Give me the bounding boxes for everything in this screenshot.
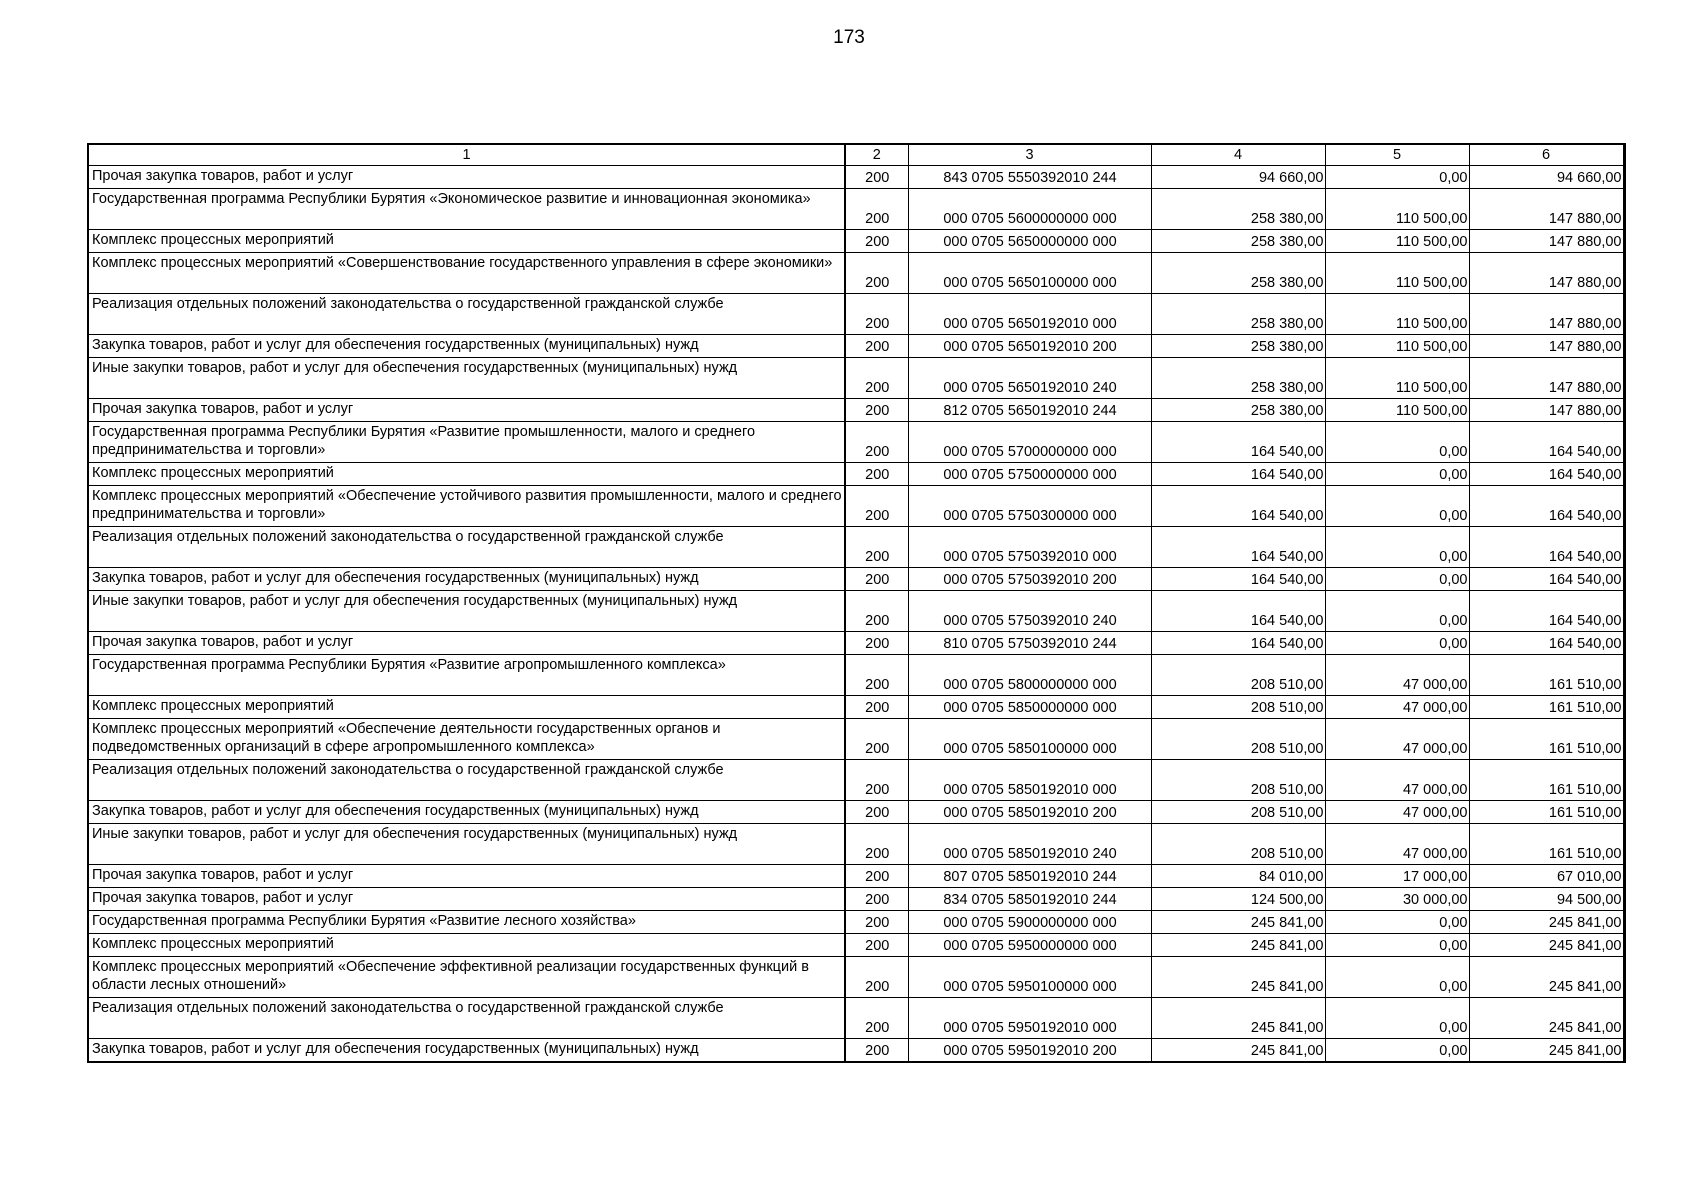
row-executed-amount-cell: 0,00 [1325,527,1469,568]
row-executed-amount-cell: 0,00 [1325,911,1469,934]
row-approved-amount-cell: 164 540,00 [1151,463,1325,486]
row-approved-amount-cell: 258 380,00 [1151,253,1325,294]
row-approved-amount-cell: 208 510,00 [1151,655,1325,696]
table-row [88,253,1624,294]
row-approved-amount-cell: 208 510,00 [1151,760,1325,801]
row-approved-amount-cell: 258 380,00 [1151,230,1325,253]
row-budget-code-cell: 000 0705 5750000000 000 [908,463,1151,486]
row-line-code-cell: 200 [845,335,908,358]
row-remaining-amount-cell: 164 540,00 [1469,527,1624,568]
table-row [88,934,1624,957]
row-name-cell: Комплекс процессных мероприятий «Обеспечение эффективной реализации государственных функций в области лесных отношений» [88,957,845,998]
row-budget-code-cell: 000 0705 5650100000 000 [908,253,1151,294]
row-budget-code-cell: 000 0705 5650000000 000 [908,230,1151,253]
row-remaining-amount-cell: 245 841,00 [1469,1039,1624,1063]
row-executed-amount-cell: 47 000,00 [1325,824,1469,865]
row-line-code-cell: 200 [845,801,908,824]
row-name-cell: Государственная программа Республики Бурятия «Развитие лесного хозяйства» [88,911,845,934]
row-budget-code-cell: 000 0705 5750392010 240 [908,591,1151,632]
table-row [88,801,1624,824]
row-approved-amount-cell: 245 841,00 [1151,998,1325,1039]
table-row [88,865,1624,888]
row-budget-code-cell: 000 0705 5750392010 200 [908,568,1151,591]
row-remaining-amount-cell: 161 510,00 [1469,760,1624,801]
row-approved-amount-cell: 258 380,00 [1151,189,1325,230]
row-line-code-cell: 200 [845,655,908,696]
row-executed-amount-cell: 47 000,00 [1325,719,1469,760]
header-cell: 5 [1325,144,1469,166]
table-row [88,911,1624,934]
row-executed-amount-cell: 0,00 [1325,934,1469,957]
row-name-cell: Реализация отдельных положений законодательства о государственной гражданской службе [88,998,845,1039]
table-row [88,230,1624,253]
row-line-code-cell: 200 [845,463,908,486]
row-name-cell: Прочая закупка товаров, работ и услуг [88,865,845,888]
row-budget-code-cell: 000 0705 5850192010 000 [908,760,1151,801]
row-executed-amount-cell: 47 000,00 [1325,655,1469,696]
row-line-code-cell: 200 [845,399,908,422]
row-approved-amount-cell: 164 540,00 [1151,591,1325,632]
header-cell: 2 [845,144,908,166]
row-approved-amount-cell: 258 380,00 [1151,294,1325,335]
row-executed-amount-cell: 47 000,00 [1325,760,1469,801]
row-executed-amount-cell: 30 000,00 [1325,888,1469,911]
row-remaining-amount-cell: 147 880,00 [1469,189,1624,230]
row-name-cell: Иные закупки товаров, работ и услуг для обеспечения государственных (муниципальных) нужд [88,591,845,632]
row-remaining-amount-cell: 94 660,00 [1469,166,1624,189]
row-budget-code-cell: 000 0705 5700000000 000 [908,422,1151,463]
row-remaining-amount-cell: 161 510,00 [1469,719,1624,760]
row-line-code-cell: 200 [845,591,908,632]
row-approved-amount-cell: 164 540,00 [1151,486,1325,527]
table-row [88,591,1624,632]
row-remaining-amount-cell: 164 540,00 [1469,463,1624,486]
table-row [88,760,1624,801]
table-row [88,696,1624,719]
table-row [88,632,1624,655]
row-executed-amount-cell: 110 500,00 [1325,358,1469,399]
row-executed-amount-cell: 0,00 [1325,1039,1469,1063]
row-approved-amount-cell: 258 380,00 [1151,358,1325,399]
row-budget-code-cell: 000 0705 5650192010 200 [908,335,1151,358]
table-row [88,888,1624,911]
row-executed-amount-cell: 110 500,00 [1325,253,1469,294]
row-approved-amount-cell: 208 510,00 [1151,824,1325,865]
row-remaining-amount-cell: 245 841,00 [1469,998,1624,1039]
row-approved-amount-cell: 208 510,00 [1151,696,1325,719]
row-line-code-cell: 200 [845,230,908,253]
row-name-cell: Реализация отдельных положений законодательства о государственной гражданской службе [88,527,845,568]
budget-table [87,143,1626,1063]
row-budget-code-cell: 000 0705 5850192010 200 [908,801,1151,824]
row-remaining-amount-cell: 147 880,00 [1469,335,1624,358]
table-row [88,422,1624,463]
row-line-code-cell: 200 [845,527,908,568]
table-row [88,166,1624,189]
table-row [88,486,1624,527]
row-budget-code-cell: 000 0705 5650192010 000 [908,294,1151,335]
row-name-cell: Иные закупки товаров, работ и услуг для обеспечения государственных (муниципальных) нужд [88,824,845,865]
row-approved-amount-cell: 258 380,00 [1151,399,1325,422]
table-row [88,824,1624,865]
header-cell: 1 [88,144,845,166]
row-executed-amount-cell: 0,00 [1325,463,1469,486]
row-remaining-amount-cell: 67 010,00 [1469,865,1624,888]
row-line-code-cell: 200 [845,888,908,911]
row-line-code-cell: 200 [845,568,908,591]
table-row [88,655,1624,696]
row-remaining-amount-cell: 147 880,00 [1469,230,1624,253]
row-approved-amount-cell: 84 010,00 [1151,865,1325,888]
table-row [88,957,1624,998]
row-remaining-amount-cell: 164 540,00 [1469,486,1624,527]
table-body [88,144,1624,1062]
row-remaining-amount-cell: 161 510,00 [1469,696,1624,719]
row-budget-code-cell: 000 0705 5850000000 000 [908,696,1151,719]
row-remaining-amount-cell: 164 540,00 [1469,568,1624,591]
row-budget-code-cell: 000 0705 5900000000 000 [908,911,1151,934]
row-remaining-amount-cell: 245 841,00 [1469,957,1624,998]
row-name-cell: Комплекс процессных мероприятий [88,463,845,486]
row-budget-code-cell: 000 0705 5650192010 240 [908,358,1151,399]
row-executed-amount-cell: 0,00 [1325,632,1469,655]
row-line-code-cell: 200 [845,632,908,655]
row-line-code-cell: 200 [845,189,908,230]
table-row [88,358,1624,399]
row-budget-code-cell: 843 0705 5550392010 244 [908,166,1151,189]
row-budget-code-cell: 000 0705 5800000000 000 [908,655,1151,696]
row-line-code-cell: 200 [845,934,908,957]
row-budget-code-cell: 834 0705 5850192010 244 [908,888,1151,911]
row-name-cell: Прочая закупка товаров, работ и услуг [88,632,845,655]
row-remaining-amount-cell: 147 880,00 [1469,399,1624,422]
row-executed-amount-cell: 47 000,00 [1325,801,1469,824]
row-name-cell: Комплекс процессных мероприятий «Обеспечение деятельности государственных органов и подведомственных организаций в сфере агропромышленного комплекса» [88,719,845,760]
row-budget-code-cell: 000 0705 5950192010 200 [908,1039,1151,1063]
header-cell: 6 [1469,144,1624,166]
row-name-cell: Комплекс процессных мероприятий [88,230,845,253]
row-approved-amount-cell: 208 510,00 [1151,801,1325,824]
row-executed-amount-cell: 110 500,00 [1325,230,1469,253]
row-approved-amount-cell: 258 380,00 [1151,335,1325,358]
row-name-cell: Прочая закупка товаров, работ и услуг [88,399,845,422]
row-executed-amount-cell: 0,00 [1325,486,1469,527]
row-remaining-amount-cell: 147 880,00 [1469,253,1624,294]
row-remaining-amount-cell: 161 510,00 [1469,655,1624,696]
row-name-cell: Государственная программа Республики Бурятия «Развитие агропромышленного комплекса» [88,655,845,696]
row-budget-code-cell: 000 0705 5850192010 240 [908,824,1151,865]
row-executed-amount-cell: 0,00 [1325,591,1469,632]
row-executed-amount-cell: 0,00 [1325,422,1469,463]
row-name-cell: Комплекс процессных мероприятий [88,934,845,957]
table-row [88,335,1624,358]
header-cell: 3 [908,144,1151,166]
row-budget-code-cell: 000 0705 5850100000 000 [908,719,1151,760]
row-budget-code-cell: 000 0705 5750300000 000 [908,486,1151,527]
row-remaining-amount-cell: 164 540,00 [1469,422,1624,463]
row-remaining-amount-cell: 245 841,00 [1469,911,1624,934]
row-approved-amount-cell: 245 841,00 [1151,934,1325,957]
row-budget-code-cell: 000 0705 5950192010 000 [908,998,1151,1039]
table-row [88,294,1624,335]
row-executed-amount-cell: 47 000,00 [1325,696,1469,719]
row-executed-amount-cell: 110 500,00 [1325,189,1469,230]
page-number: 173 [833,27,865,48]
table-row [88,719,1624,760]
table-row [88,463,1624,486]
row-budget-code-cell: 807 0705 5850192010 244 [908,865,1151,888]
row-line-code-cell: 200 [845,824,908,865]
table-row [88,998,1624,1039]
row-approved-amount-cell: 164 540,00 [1151,422,1325,463]
row-budget-code-cell: 000 0705 5600000000 000 [908,189,1151,230]
row-executed-amount-cell: 0,00 [1325,957,1469,998]
row-remaining-amount-cell: 147 880,00 [1469,294,1624,335]
row-approved-amount-cell: 164 540,00 [1151,632,1325,655]
row-approved-amount-cell: 208 510,00 [1151,719,1325,760]
row-name-cell: Закупка товаров, работ и услуг для обеспечения государственных (муниципальных) нужд [88,1039,845,1063]
row-line-code-cell: 200 [845,166,908,189]
row-approved-amount-cell: 94 660,00 [1151,166,1325,189]
row-name-cell: Государственная программа Республики Бурятия «Развитие промышленности, малого и среднего предпринимательства и торговли» [88,422,845,463]
row-line-code-cell: 200 [845,696,908,719]
row-name-cell: Закупка товаров, работ и услуг для обеспечения государственных (муниципальных) нужд [88,568,845,591]
row-budget-code-cell: 812 0705 5650192010 244 [908,399,1151,422]
row-line-code-cell: 200 [845,760,908,801]
table-row [88,1039,1624,1063]
row-executed-amount-cell: 110 500,00 [1325,294,1469,335]
table-row [88,527,1624,568]
row-name-cell: Закупка товаров, работ и услуг для обеспечения государственных (муниципальных) нужд [88,801,845,824]
row-approved-amount-cell: 164 540,00 [1151,568,1325,591]
row-executed-amount-cell: 110 500,00 [1325,335,1469,358]
row-executed-amount-cell: 0,00 [1325,568,1469,591]
row-name-cell: Реализация отдельных положений законодательства о государственной гражданской службе [88,760,845,801]
row-remaining-amount-cell: 147 880,00 [1469,358,1624,399]
row-name-cell: Государственная программа Республики Бурятия «Экономическое развитие и инновационная экономика» [88,189,845,230]
table-header-row [88,144,1624,166]
row-remaining-amount-cell: 164 540,00 [1469,632,1624,655]
row-executed-amount-cell: 110 500,00 [1325,399,1469,422]
row-approved-amount-cell: 245 841,00 [1151,1039,1325,1063]
row-budget-code-cell: 000 0705 5950100000 000 [908,957,1151,998]
row-executed-amount-cell: 0,00 [1325,998,1469,1039]
row-executed-amount-cell: 17 000,00 [1325,865,1469,888]
row-budget-code-cell: 810 0705 5750392010 244 [908,632,1151,655]
row-name-cell: Иные закупки товаров, работ и услуг для обеспечения государственных (муниципальных) нужд [88,358,845,399]
row-line-code-cell: 200 [845,957,908,998]
row-executed-amount-cell: 0,00 [1325,166,1469,189]
row-line-code-cell: 200 [845,253,908,294]
row-name-cell: Комплекс процессных мероприятий «Совершенствование государственного управления в сфере экономики» [88,253,845,294]
row-name-cell: Прочая закупка товаров, работ и услуг [88,166,845,189]
row-budget-code-cell: 000 0705 5950000000 000 [908,934,1151,957]
row-remaining-amount-cell: 161 510,00 [1469,801,1624,824]
row-line-code-cell: 200 [845,422,908,463]
row-name-cell: Закупка товаров, работ и услуг для обеспечения государственных (муниципальных) нужд [88,335,845,358]
table-row [88,399,1624,422]
row-line-code-cell: 200 [845,358,908,399]
row-budget-code-cell: 000 0705 5750392010 000 [908,527,1151,568]
row-remaining-amount-cell: 94 500,00 [1469,888,1624,911]
row-name-cell: Прочая закупка товаров, работ и услуг [88,888,845,911]
row-line-code-cell: 200 [845,998,908,1039]
table-row [88,189,1624,230]
row-line-code-cell: 200 [845,294,908,335]
row-line-code-cell: 200 [845,911,908,934]
row-approved-amount-cell: 124 500,00 [1151,888,1325,911]
row-name-cell: Комплекс процессных мероприятий [88,696,845,719]
row-name-cell: Реализация отдельных положений законодательства о государственной гражданской службе [88,294,845,335]
row-remaining-amount-cell: 245 841,00 [1469,934,1624,957]
header-cell: 4 [1151,144,1325,166]
table-row [88,568,1624,591]
row-remaining-amount-cell: 161 510,00 [1469,824,1624,865]
row-line-code-cell: 200 [845,719,908,760]
row-remaining-amount-cell: 164 540,00 [1469,591,1624,632]
row-approved-amount-cell: 164 540,00 [1151,527,1325,568]
row-name-cell: Комплекс процессных мероприятий «Обеспечение устойчивого развития промышленности, малого и среднего предпринимательства и торговли» [88,486,845,527]
row-line-code-cell: 200 [845,1039,908,1063]
row-line-code-cell: 200 [845,486,908,527]
row-approved-amount-cell: 245 841,00 [1151,911,1325,934]
row-approved-amount-cell: 245 841,00 [1151,957,1325,998]
row-line-code-cell: 200 [845,865,908,888]
